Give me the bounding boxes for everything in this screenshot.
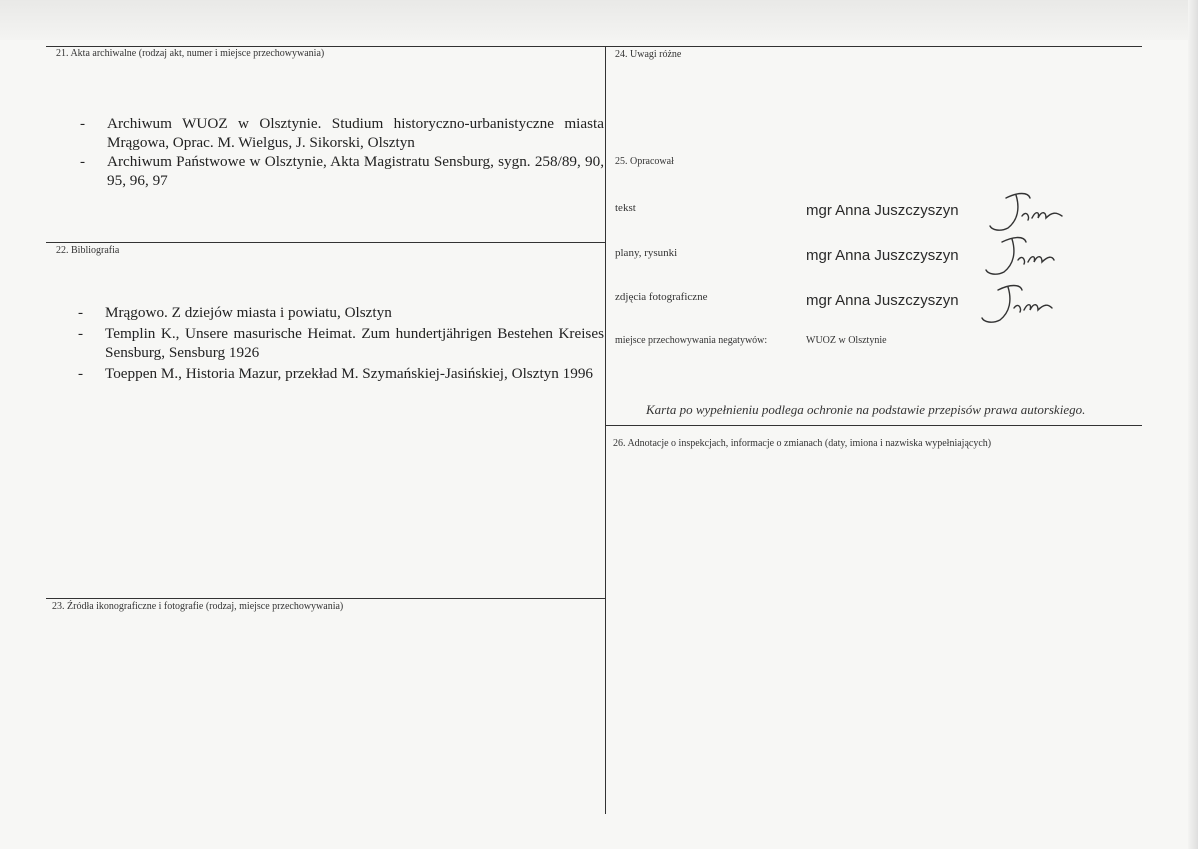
list-dash: -: [80, 153, 86, 170]
scan-top-shade: [0, 0, 1198, 40]
list-item: [80, 152, 604, 190]
center-divider: [605, 46, 606, 814]
list-item: [80, 114, 604, 152]
section-23-title: 23. Źródła ikonograficzne i fotografie (rodzaj, miejsce przechowywania): [52, 601, 344, 612]
archival-records-list: [80, 114, 604, 190]
rule-22-23: [46, 598, 606, 599]
text-author-name: mgr Anna Juszczyszyn: [806, 202, 959, 219]
signature-image: [982, 234, 1062, 280]
list-item: [78, 364, 604, 383]
section-21-title: 21. Akta archiwalne (rodzaj akt, numer i miejsce przechowywania): [56, 48, 325, 59]
plans-author-label: plany, rysunki: [615, 247, 678, 259]
list-item-text: Toeppen M., Historia Mazur, przekład M. Szymańskiej-Jasińskiej, Olsztyn 1996: [105, 365, 594, 382]
section-26-title: 26. Adnotacje o inspekcjach, informacje o zmianach (daty, imiona i nazwiska wypełniających): [613, 438, 992, 449]
list-item: [78, 324, 604, 362]
rule-25-26: [605, 425, 1142, 426]
list-dash: -: [78, 325, 84, 342]
negatives-location-value: WUOZ w Olsztynie: [806, 335, 887, 346]
rule-21-22: [46, 242, 606, 243]
list-item: [78, 303, 604, 322]
bibliography-list: [78, 303, 604, 385]
section-25-title: 25. Opracował: [615, 156, 674, 167]
list-dash: -: [78, 365, 84, 382]
negatives-location-label: miejsce przechowywania negatywów:: [615, 335, 768, 346]
signature-image: [986, 190, 1066, 236]
list-item-text: Archiwum WUOZ w Olsztynie. Studium historyczno-urbanistyczne miasta Mrągowa, Oprac. M. Wielgus, J. Sikorski, Olsztyn: [107, 115, 604, 151]
photos-author-label: zdjęcia fotograficzne: [615, 291, 708, 303]
top-rule: [46, 46, 1142, 47]
list-item-text: Mrągowo. Z dziejów miasta i powiatu, Olsztyn: [105, 304, 392, 321]
list-dash: -: [80, 115, 86, 132]
list-item-text: Archiwum Państwowe w Olsztynie, Akta Magistratu Sensburg, sygn. 258/89, 90, 95, 96, 97: [107, 153, 604, 189]
photos-author-name: mgr Anna Juszczyszyn: [806, 292, 959, 309]
section-22-title: 22. Bibliografia: [56, 245, 120, 256]
list-item-text: Templin K., Unsere masurische Heimat. Zum hundertjährigen Bestehen Kreises Sensburg, Sensburg 1926: [105, 325, 604, 361]
text-author-label: tekst: [615, 202, 636, 214]
list-dash: -: [78, 304, 84, 321]
scan-right-edge: [1188, 0, 1198, 849]
copyright-note: Karta po wypełnieniu podlega ochronie na podstawie przepisów prawa autorskiego.: [646, 402, 1086, 417]
section-24-title: 24. Uwagi różne: [615, 49, 682, 60]
plans-author-name: mgr Anna Juszczyszyn: [806, 247, 959, 264]
signature-image: [978, 282, 1058, 328]
